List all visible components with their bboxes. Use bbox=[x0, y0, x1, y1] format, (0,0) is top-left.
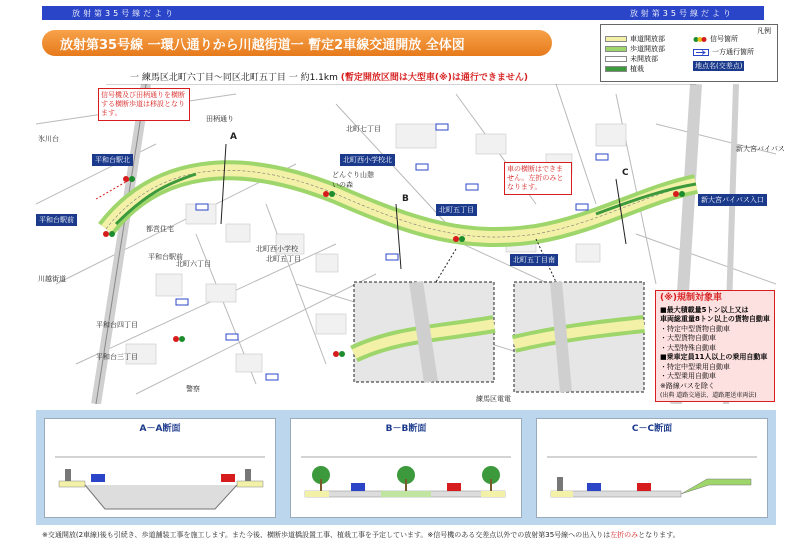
label-police: 警察 bbox=[186, 385, 200, 393]
intersection-kitamachi5-south: 北町五丁目南 bbox=[510, 254, 558, 266]
label-kitamachi7: 北町七丁目 bbox=[346, 125, 381, 133]
legend-item-road-open: 車道開放部 bbox=[605, 34, 665, 44]
section-b-diagram bbox=[291, 419, 523, 519]
regulation-line: ・特定中型貨物自動車 bbox=[660, 324, 730, 333]
header-left-tag: 放射第35号線だより bbox=[72, 8, 177, 18]
section-marker-a: A bbox=[230, 132, 237, 142]
header-right-tag: 放射第35号線だより bbox=[629, 8, 734, 18]
label-heiwadai4: 平和台四丁目 bbox=[96, 321, 138, 329]
label-kitamachi5: 北町五丁目 bbox=[266, 255, 301, 263]
label-tagara-dori: 田柄通り bbox=[206, 115, 234, 123]
legend-item-one-way: 一方通行箇所 bbox=[693, 47, 754, 57]
intersection-shin-omiya-entrance: 新大宮バイパス入口 bbox=[698, 194, 767, 206]
section-a bbox=[44, 418, 276, 518]
footer-left-turn-only: 左折のみ bbox=[610, 531, 639, 539]
unopened-swatch bbox=[605, 56, 627, 62]
section-c-diagram bbox=[537, 419, 769, 519]
intersection-kitamachi5: 北町五丁目 bbox=[436, 204, 477, 216]
regulation-line: ・大型特殊自動車 bbox=[660, 343, 716, 352]
legend-item-place-name: 地点名(交差点) bbox=[695, 62, 743, 70]
legend-item-unopened: 未開放部 bbox=[605, 54, 658, 64]
section-subtitle: 一 練馬区北町六丁目～同区北町五丁目 一 約1.1km (暫定開放区間は大型車(※)は通行できません) bbox=[130, 73, 528, 83]
label-hikawadai: 氷川台 bbox=[38, 135, 59, 143]
regulation-title: (※)規制対象車 bbox=[660, 293, 722, 303]
page-title: 放射第35号線 一環八通りから川越街道一 暫定2車線交通開放 全体図 bbox=[42, 30, 552, 56]
callout-left-turn-only: 車の横断はできません。左折のみとなります。 bbox=[504, 162, 572, 195]
label-heiwadai-ekimae: 平和台駅前 bbox=[148, 253, 183, 261]
label-nerima-denden: 練馬区電電 bbox=[476, 395, 511, 403]
regulated-vehicles-box bbox=[655, 290, 775, 402]
legend-title: 凡例 bbox=[757, 27, 771, 35]
newsletter-header-bar bbox=[42, 6, 764, 20]
intersection-heiwadai-ekimae: 平和台駅前 bbox=[36, 214, 77, 226]
section-marker-b: B bbox=[402, 194, 409, 204]
section-c-title: C－C断面 bbox=[631, 424, 673, 434]
large-vehicle-note: (暫定開放区間は大型車(※)は通行できません) bbox=[340, 73, 528, 83]
legend bbox=[600, 24, 778, 82]
label-kitamachi6: 北町六丁目 bbox=[176, 260, 211, 268]
footer-note: ※交通開放(2車線)後も引続き、歩道舗装工事を施工します。また今後、横断歩道橋設置工事、植栽工事を予定しています。※信号機のある交差点以外での放射第35号線への出入りは左折のみとなります。 bbox=[42, 531, 680, 539]
regulation-line: ・大型乗用自動車 bbox=[660, 372, 716, 380]
label-toei-housing: 都営住宅 bbox=[146, 225, 174, 233]
regulation-line: ■最大積載量5トン以上又は bbox=[660, 305, 749, 314]
label-shin-omiya-bypass: 新大宮バイパス bbox=[736, 145, 785, 153]
intersection-heiwadai-north: 平和台駅北 bbox=[92, 154, 133, 166]
section-a-diagram bbox=[45, 419, 277, 519]
legend-item-sidewalk-open: 歩道開放部 bbox=[605, 44, 665, 54]
regulation-line: ・大型貨物自動車 bbox=[660, 334, 716, 342]
section-b-title: B－B断面 bbox=[385, 424, 427, 434]
legend-item-signal: 信号箇所 bbox=[693, 34, 738, 44]
regulation-line: ■乗車定員11人以上の乗用自動車 bbox=[660, 353, 768, 361]
one-way-arrow-icon bbox=[693, 49, 709, 56]
cross-sections-panel bbox=[36, 410, 776, 525]
label-kawagoe-kaido: 川越街道 bbox=[38, 275, 66, 283]
planting-swatch bbox=[605, 66, 627, 72]
regulation-line: 車両総重量8トン以上の貨物自動車 bbox=[660, 315, 770, 323]
label-heiwadai3: 平和台三丁目 bbox=[96, 353, 138, 361]
road-open-swatch bbox=[605, 36, 627, 42]
regulation-line: ・特定中型乗用自動車 bbox=[660, 362, 730, 371]
regulation-line: ※路線バスを除く bbox=[660, 381, 715, 390]
section-b bbox=[290, 418, 522, 518]
sidewalk-open-swatch bbox=[605, 46, 627, 52]
section-c bbox=[536, 418, 768, 518]
traffic-signal-icon bbox=[693, 36, 707, 43]
label-kitamachi-nishi-elem: 北町西小学校 bbox=[256, 245, 298, 253]
section-a-title: A－A断面 bbox=[139, 424, 181, 434]
intersection-kitamachi-nishi-elem-north: 北町西小学校北 bbox=[340, 154, 395, 166]
section-marker-c: C bbox=[622, 168, 629, 178]
regulation-source: (出典 道路交通法、道路運送車両法) bbox=[660, 392, 757, 399]
label-donguriyama: どんぐり山憩いの森 bbox=[332, 171, 374, 189]
legend-item-planting: 植栽 bbox=[605, 64, 644, 74]
callout-crosswalk-moved: 信号機及び田柄通りを横断する横断歩道は移設となります。 bbox=[98, 88, 190, 121]
